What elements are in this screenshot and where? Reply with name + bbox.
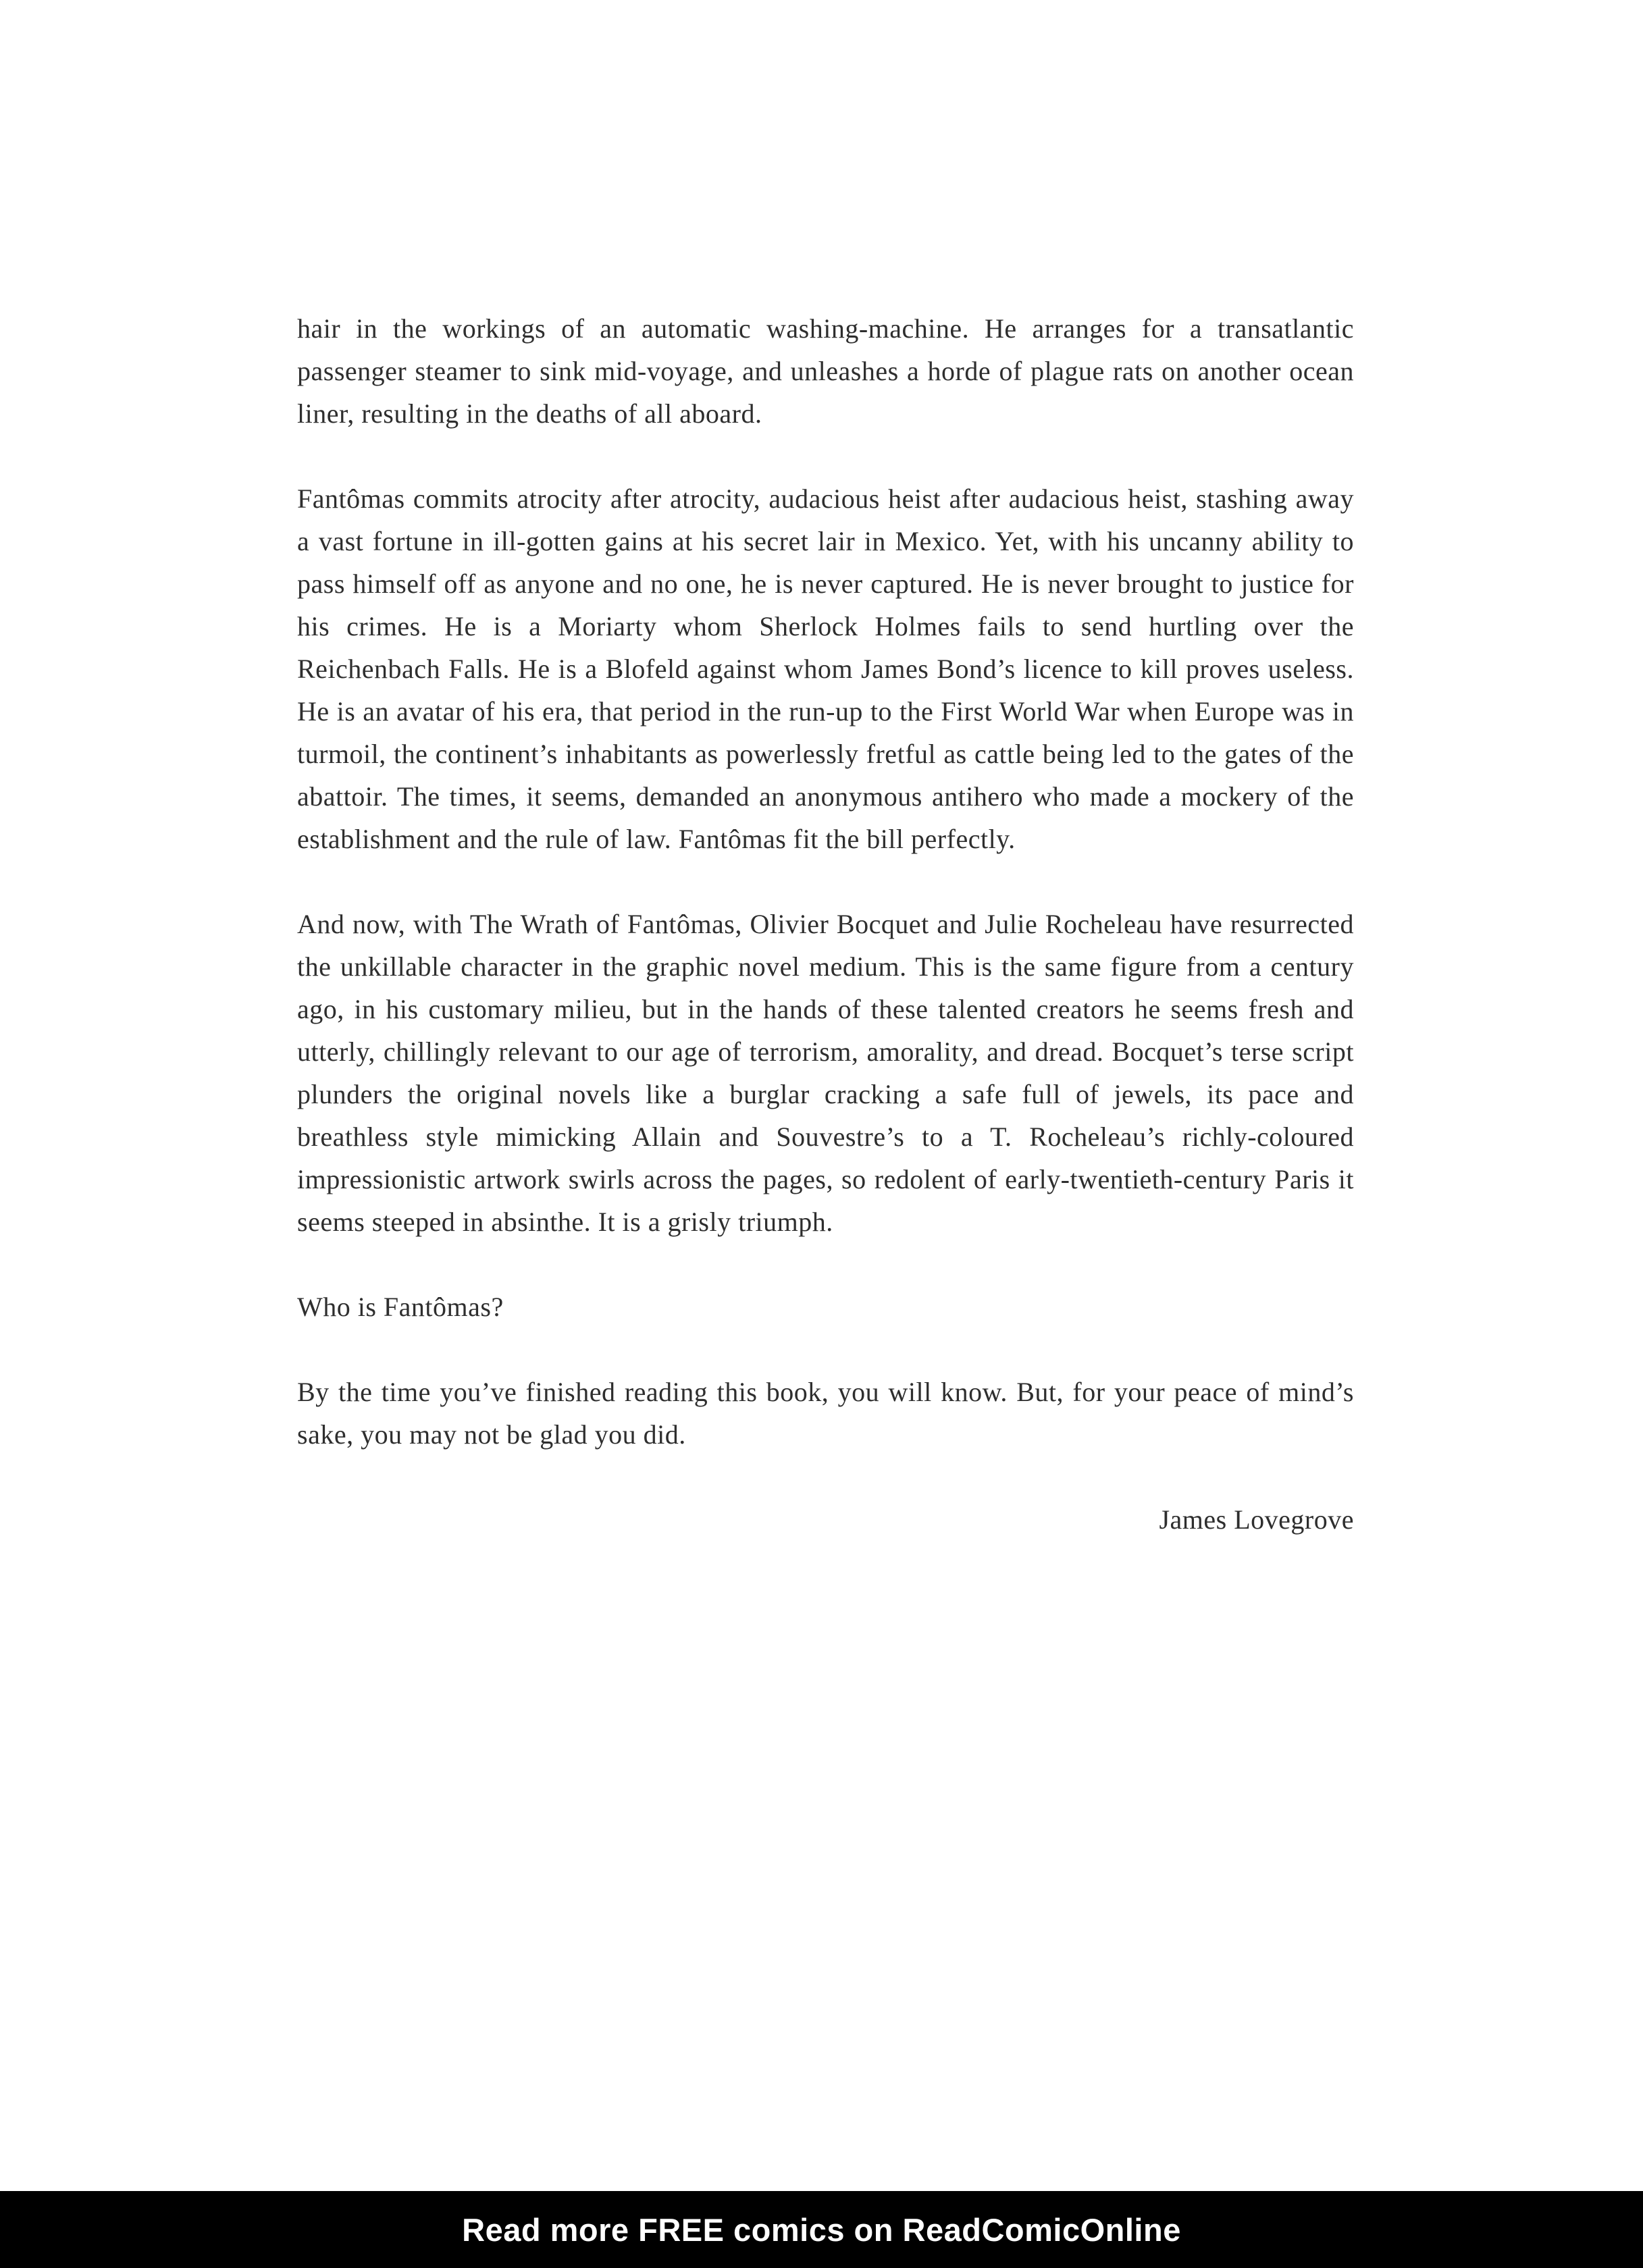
paragraph: Fantômas commits atrocity after atrocity, audacious heist after audacious heist, stashing away a vast fortune in ill-gotten gains at his secret lair in Mexico. Yet, with his uncanny ability to pass himself off as anyone and no one, he is never captured. He is never brought to justice for his crimes. He is a Moriarty whom Sherlock Holmes fails to send hurtling over the Reichenbach Falls. He is a Blofeld against whom James Bond’s licence to kill proves useless. He is an avatar of his era, that period in the run-up to the First World War when Europe was in turmoil, the continent’s inhabitants as powerlessly fretful as cattle being led to the gates of the abattoir. The times, it seems, demanded an anonymous antihero who made a mockery of the establishment and the rule of law. Fantômas fit the bill perfectly. (297, 483, 1354, 854)
paragraph: By the time you’ve finished reading this book, you will know. But, for your peace of mind’s sake, you may not be glad you did. (297, 1377, 1354, 1450)
author-signature: James Lovegrove (1159, 1504, 1354, 1535)
page-text-block (297, 307, 1354, 1541)
paragraph: Who is Fantômas? (297, 1292, 504, 1322)
paragraph: And now, with The Wrath of Fantômas, Olivier Bocquet and Julie Rocheleau have resurrected the unkillable character in the graphic novel medium. This is the same figure from a century ago, in his customary milieu, but in the hands of these talented creators he seems fresh and utterly, chillingly relevant to our age of terrorism, amorality, and dread. Bocquet’s terse script plunders the original novels like a burglar cracking a safe full of jewels, its pace and breathless style mimicking Allain and Souvestre’s to a T. Rocheleau’s richly-coloured impressionistic artwork swirls across the pages, so redolent of early-twentieth-century Paris it seems steeped in absinthe. It is a grisly triumph. (297, 909, 1354, 1237)
footer-banner-text[interactable]: Read more FREE comics on ReadComicOnline (462, 2211, 1181, 2248)
footer-banner[interactable] (0, 2191, 1643, 2268)
paragraph: hair in the workings of an automatic washing-machine. He arranges for a transatlantic passenger steamer to sink mid-voyage, and unleashes a horde of plague rats on another ocean liner, resulting in the deaths of all aboard. (297, 313, 1354, 429)
